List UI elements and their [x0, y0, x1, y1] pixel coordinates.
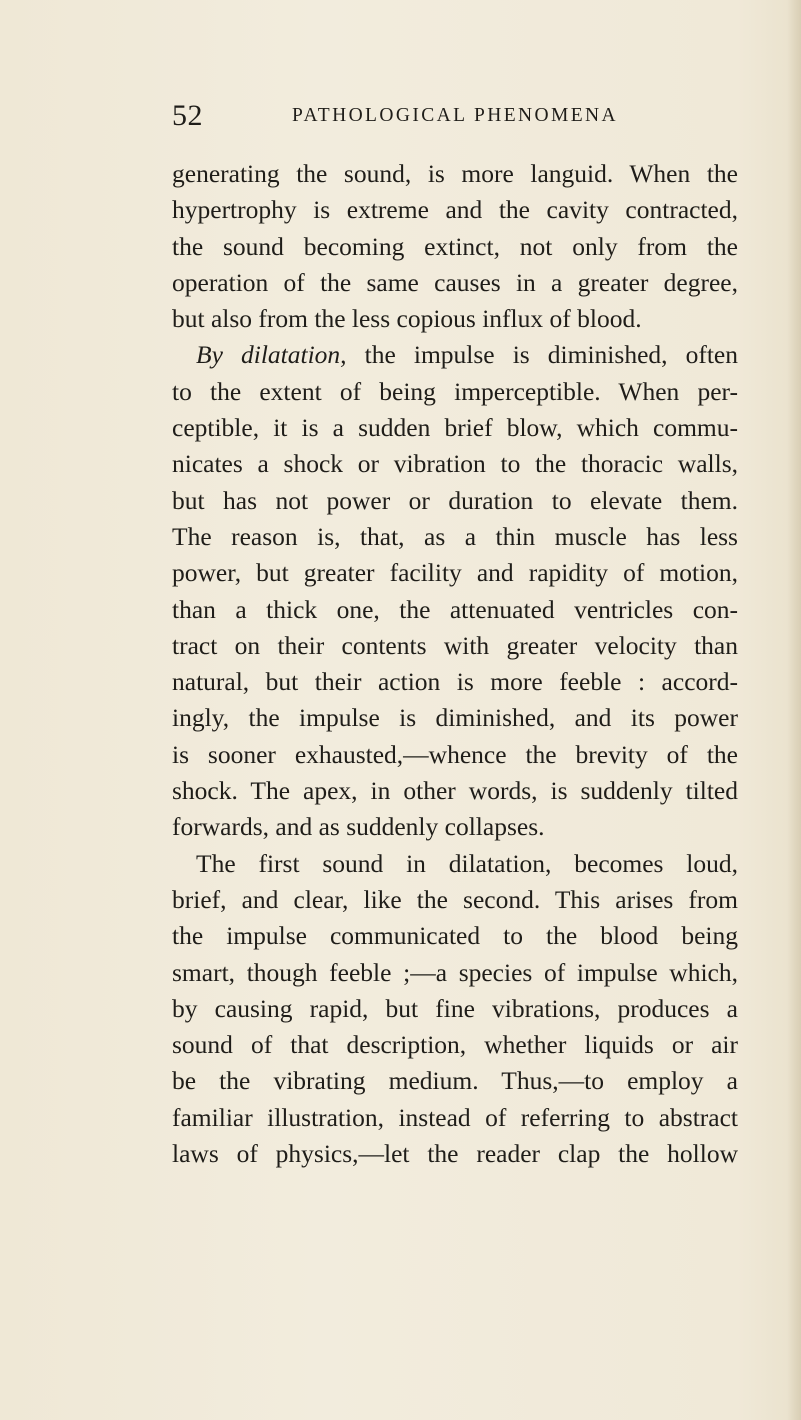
page-header: [172, 96, 732, 136]
text-line: to the extent of being imperceptible. When per-: [172, 376, 738, 406]
text-line: tract on their contents with greater velocity than: [172, 630, 738, 660]
text-line: hypertrophy is extreme and the cavity contracted,: [172, 195, 738, 225]
text-line: sound of that description, whether liquids or air: [172, 1030, 738, 1060]
text-line: operation of the same causes in a greater degree,: [172, 267, 738, 297]
text-line: laws of physics,—let the reader clap the hollow: [172, 1139, 738, 1169]
text-line: is sooner exhausted,—whence the brevity of the: [172, 739, 738, 769]
text-line: ingly, the impulse is diminished, and its power: [172, 703, 738, 733]
running-head: PATHOLOGICAL PHENOMENA: [292, 105, 618, 126]
body-text: [172, 156, 738, 1172]
text-line-rest: the impulse is diminished, often: [346, 340, 738, 370]
text-line: The reason is, that, as a thin muscle has less: [172, 521, 738, 551]
text-line: be the vibrating medium. Thus,—to employ a: [172, 1066, 738, 1096]
italic-term: By dilatation,: [196, 340, 347, 370]
text-line: the sound becoming extinct, not only from the: [172, 231, 738, 261]
text-line: the impulse communicated to the blood being: [172, 921, 738, 951]
text-line: than a thick one, the attenuated ventricles con-: [172, 594, 738, 624]
page-number: 52: [172, 99, 203, 132]
text-line: forwards, and as suddenly collapses.: [172, 812, 545, 842]
text-line: by causing rapid, but fine vibrations, produces a: [172, 993, 738, 1023]
text-line: familiar illustration, instead of referring to abstract: [172, 1102, 738, 1132]
text-line: smart, though feeble ;—a species of impulse which,: [172, 957, 738, 987]
text-line: generating the sound, is more languid. When the: [172, 159, 738, 188]
text-line: The first sound in dilatation, becomes loud,: [196, 848, 738, 878]
text-line: ceptible, it is a sudden brief blow, which commu-: [172, 413, 738, 443]
text-line-dilatation: [172, 337, 738, 373]
text-line: but has not power or duration to elevate them.: [172, 485, 738, 515]
text-line: natural, but their action is more feeble : accord-: [172, 667, 738, 697]
text-line: power, but greater facility and rapidity of motion,: [172, 558, 738, 588]
text-line: nicates a shock or vibration to the thoracic walls,: [172, 449, 738, 479]
text-line: shock. The apex, in other words, is suddenly tilted: [172, 776, 738, 806]
page-edge-shadow: [787, 0, 801, 1420]
text-line: brief, and clear, like the second. This arises from: [172, 884, 738, 914]
text-line: but also from the less copious influx of blood.: [172, 304, 642, 334]
